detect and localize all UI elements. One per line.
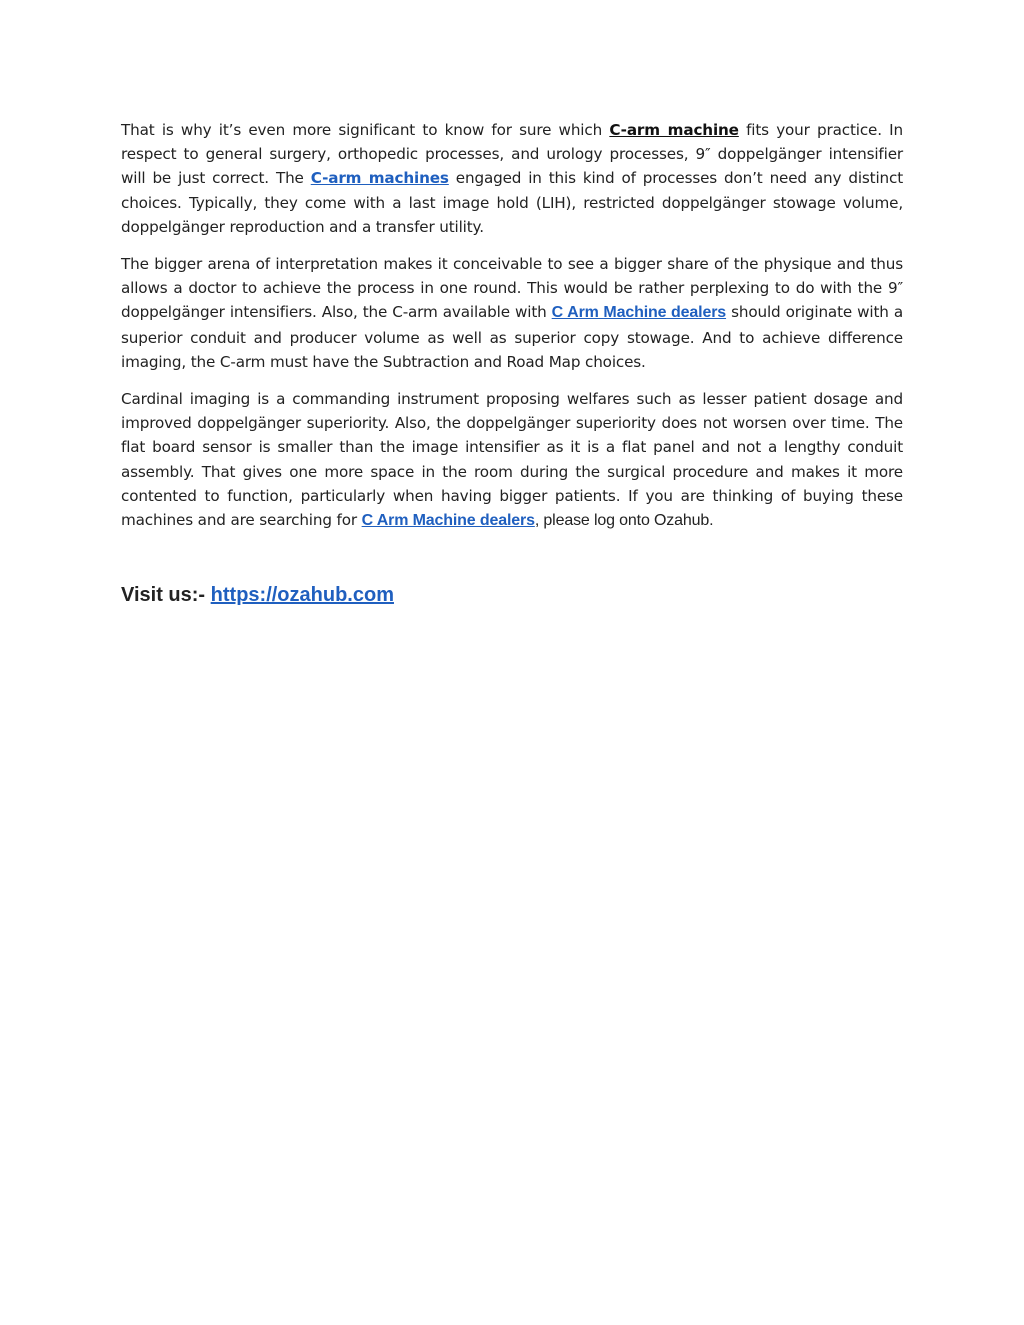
c-arm-dealers-link-2[interactable]: C Arm Machine dealers [361,512,535,530]
c-arm-machines-link[interactable]: C-arm machines [310,169,449,188]
visit-line [121,583,903,607]
c-arm-dealers-link-1[interactable]: C Arm Machine dealers [551,304,727,322]
paragraph-2-text-b: should originate with a superior conduit and producer volume as well as superior copy stowage. And to achieve difference imaging, the C-arm must have the Subtraction and Road Map choices. [121,303,903,371]
paragraph-1-text-b: fits your practice. In respect to general surgery, orthopedic processes, and urology processes, 9″ doppelgänger intensifier will be just correct. The [121,121,903,188]
c-arm-machine-link[interactable]: C-arm machine [609,121,739,139]
ozahub-website-link[interactable]: https://ozahub.com [210,584,394,607]
paragraph-2 [121,252,903,374]
paragraph-3-text-b: , please log onto Ozahub. [534,512,714,530]
paragraph-3-text-a: Cardinal imaging is a commanding instrument proposing welfares such as lesser patient dosage and improved doppelgänger superiority. Also, the doppelgänger superiority does not worsen over time. The flat board sensor is smaller than the image intensifier as it is a flat panel and not a lengthy conduit assembly. That gives one more space in the room during the surgical procedure and makes it more contented to function, particularly when having bigger patients. If you are thinking of buying these machines and are searching for [121,390,903,530]
paragraph-3 [121,387,903,533]
document-page [121,118,903,607]
paragraph-2-text-a: The bigger arena of interpretation makes it conceivable to see a bigger share of the physique and thus allows a doctor to achieve the process in one round. This would be rather perplexing to do with the 9″ doppelgänger intensifiers. Also, the C-arm available with [121,255,903,322]
paragraph-1-text-a: That is why it’s even more significant to know for sure which [121,121,610,139]
visit-label: Visit us:- [121,584,211,607]
paragraph-1-text-c: engaged in this kind of processes don’t need any distinct choices. Typically, they come with a last image hold (LIH), restricted doppelgänger stowage volume, doppelgänger reproduction and a transfer utility. [121,169,904,236]
paragraph-1 [121,118,903,239]
